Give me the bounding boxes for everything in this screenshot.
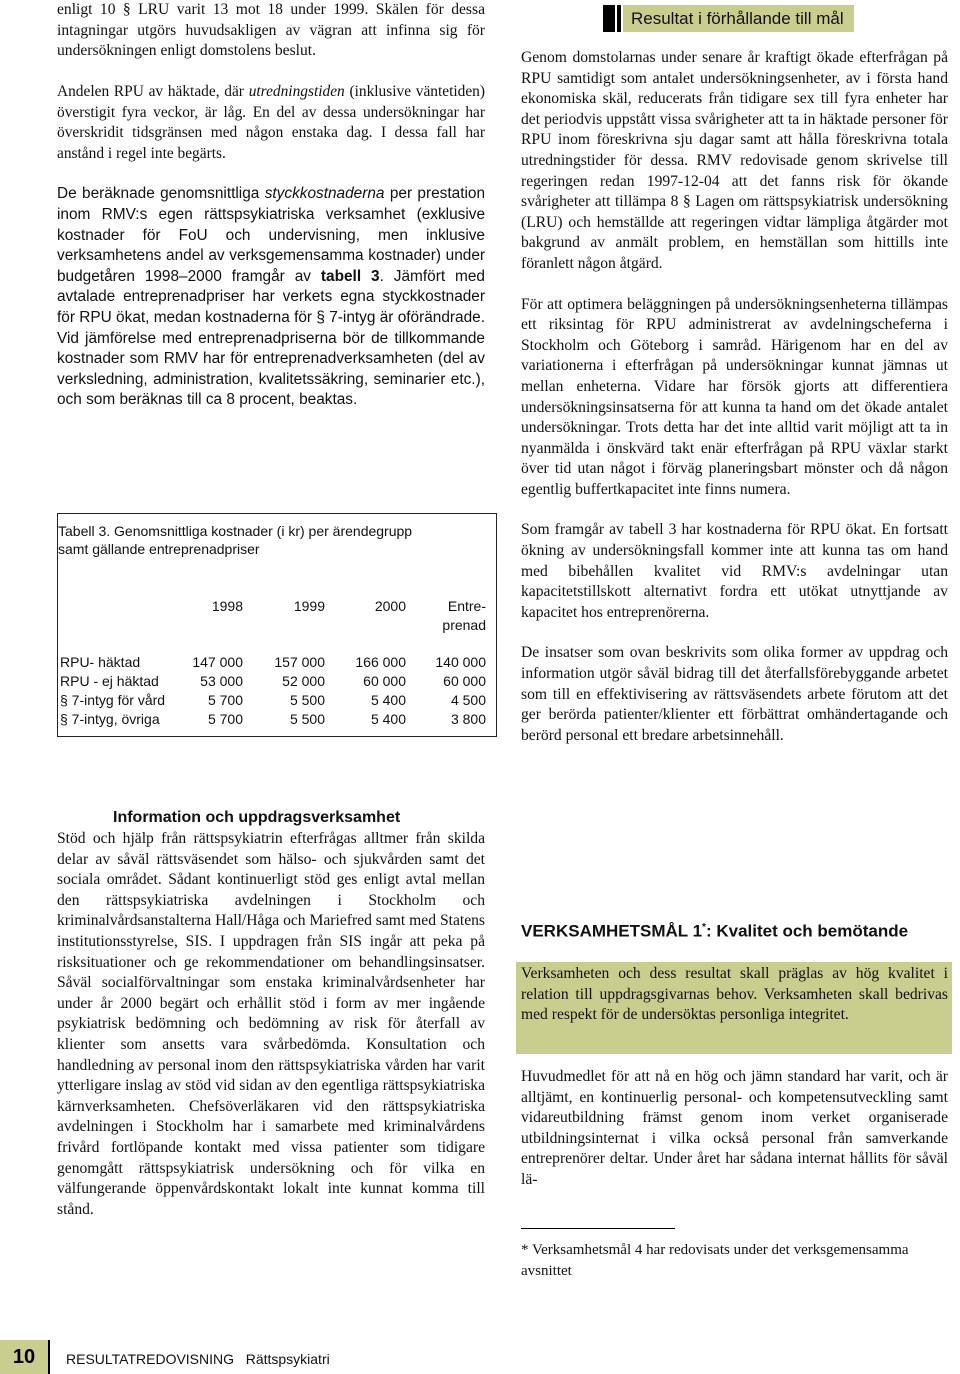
table-caption xyxy=(58,522,412,558)
table-cell: 5 700 xyxy=(207,711,243,727)
table-cell: 5 700 xyxy=(207,692,243,708)
goal-heading-rest: : Kvalitet och bemötande xyxy=(705,921,909,941)
table-caption-line2: samt gällande entreprenadpriser xyxy=(58,541,260,557)
col-header-1999: 1999 xyxy=(293,598,325,614)
p3-a: De beräknade genomsnittliga xyxy=(57,185,265,203)
tag-bar-thin xyxy=(617,5,621,32)
col-header-prenad: prenad xyxy=(442,617,486,633)
table-cell: 3 800 xyxy=(450,711,486,727)
table-cell: 140 000 xyxy=(435,654,486,670)
paragraph-lru-intakes: enligt 10 § LRU varit 13 mot 18 under 1999. Skälen för dessa intagningar utgörs huvudsakligen av vägran att infinna sig för undersökningen enligt domstolens beslut. xyxy=(57,1,485,60)
footnote xyxy=(521,1240,948,1281)
tag-bar-thick xyxy=(603,5,615,32)
table-cell: 157 000 xyxy=(274,654,325,670)
footer-title xyxy=(66,1351,330,1367)
paragraph-utredningstid xyxy=(57,82,485,164)
table-cell: 5 400 xyxy=(370,711,406,727)
table-cell: 60 000 xyxy=(363,673,406,689)
paragraph-domstolar: Genom domstolarnas under senare år kraftigt ökade efterfrågan på RPU samtidigt som antalet undersökningsenheter, av i första hand ekonomiska skäl, reducerats från tidigare sex till fyra enheter har det periodvis uppstått vissa svårigheter att ta in häktade personer för RPU inom föreskrivna sju dagar samt att hålla föreskrivna totala utredningstider för dessa. RMV redovisade genom skrivelse till regeringen redan 1997-12-04 att det fanns risk för ökande svårigheter att tillämpa 8 § Lagen om rättspsykiatrisk undersökning (LRU) och hemställde att regeringen vidtar lämpliga åtgärder mot bakgrund av anmält problem, en hemställan som hittills inte föranlett någon åtgärd. xyxy=(521,49,948,272)
p2-em: utredningstiden xyxy=(248,83,345,100)
table-cell: 5 500 xyxy=(289,711,325,727)
page-number-block xyxy=(0,1340,50,1374)
table-cell: 5 500 xyxy=(289,692,325,708)
paragraph-kostnader-okat: Som framgår av tabell 3 har kostnaderna för RPU ökat. En fortsatt ökning av undersökningsfall kommer inte att kunna tas om hand med bibehållen kvalitet vid RMV:s avdelningar utan kapacitetstillskott alternativt fordra ett utökat utnyttjande av kapacitet hos entreprenörerna. xyxy=(521,521,948,621)
paragraph-styckkostnader xyxy=(57,184,485,411)
goal-heading xyxy=(521,916,908,944)
table-cell: 53 000 xyxy=(200,673,243,689)
section-tag-label: Resultat i förhållande till mål xyxy=(623,5,854,32)
row-label: RPU- häktad xyxy=(60,654,141,670)
goal-box-text: Verksamheten och dess resultat skall präglas av hög kvalitet i relation till uppdragsgivarnas behov. Verksamheten skall bedrivas med respekt för de undersöktas personliga integritet. xyxy=(521,965,948,1024)
table-3-box xyxy=(57,513,497,737)
footnote-rule xyxy=(521,1228,675,1229)
info-body-column xyxy=(57,829,485,1220)
footnote-text: * Verksamhetsmål 4 har redovisats under det verksgemensamma avsnittet xyxy=(521,1242,909,1279)
section-tag xyxy=(603,5,854,32)
row-label: § 7-intyg, övriga xyxy=(60,711,160,727)
table-ref: tabell 3 xyxy=(320,267,380,285)
p2-b: (inklusive väntetiden) överstigit fyra veckor, är låg. En del av dessa undersökningar har överskridit tidsgränsen med någon enstaka dag. I dessa fall har anstånd i regel inte begärts. xyxy=(57,83,486,162)
table-cell: 5 400 xyxy=(370,692,406,708)
info-heading: Information och uppdragsverksamhet xyxy=(113,809,401,826)
paragraph-riksintag: För att optimera beläggningen på undersökningsenheterna tillämpas ett riksintag för RPU administrerat av avdelningscheferna i Stockholm och Göteborg i samråd. Härigenom har en del av variationerna i efterfrågan på undersökningar kunnat jämnas ut mellan enheterna. Vidare har försök gjorts att differentiera undersökningsinsatserna för att kunna ta hand om det ökade antalet undersökningar. Trots detta har det inte alltid varit möjligt att ta in nyanmälda i önskvärd takt enär efterfrågan på RPU växlar starkt över tid utan något i förväg planeringsbart mönster och då någon egentlig buffertkapacitet inte finns numera. xyxy=(521,295,948,498)
left-column-sans xyxy=(57,82,485,411)
goal-body-column xyxy=(521,1067,948,1191)
goal-body: Huvudmedlet för att nå en hög och jämn standard har varit, och är alltjämt, en kontinuerlig personal- och kompetensutveckling samt vidareutbildning främst genom inom verket organiserade utbildningsinternat i vilka också personal från samverkande entreprenörer deltar. Under året har sådana internat hållits för såväl lä- xyxy=(521,1068,948,1188)
footer-subtitle: Rättspsykiatri xyxy=(245,1351,330,1367)
table-cell: 60 000 xyxy=(443,673,486,689)
goal-box xyxy=(516,962,952,1054)
col-header-entre: Entre- xyxy=(447,598,486,614)
row-label: RPU - ej häktad xyxy=(60,673,159,689)
goal-box-text-wrap xyxy=(521,964,948,1026)
page-number: 10 xyxy=(0,1340,48,1374)
right-column xyxy=(521,48,948,746)
p3-c: . Jämfört med avtalade entreprenadpriser har verkets egna styckkostnader för RPU ökat, medan kostnaderna för § 7-intyg är oförändrade. Vid jämförelse med entreprenadpriserna bör de tillkommande kostnader som RMV har för entreprenadverksamheten (del av verksledning, administration, kvalitetssäkring, seminarier etc.), och som beräknas till ca 8 procent, beaktas. xyxy=(57,267,485,409)
goal-heading-main: VERKSAMHETSMÅL 1 xyxy=(521,921,703,941)
goal-heading-star: * xyxy=(702,922,706,933)
info-body: Stöd och hjälp från rättspsykiatrin efterfrågas alltmer från skilda delar av såväl rättsväsendet som hälso- och sjukvården samt det sociala området. Sådant kontinuerligt stöd ges enligt avtal mellan den rättspsykiatriska avdelningen i Stockholm och kriminalvårdsanstalterna Hall/Håga och Mariefred samt med Statens institutionsstyrelse, SIS. I uppdragen från SIS ingår att peka på risksituationer och ge rekommendationer om behandlingsinsatser. Såväl socialförvaltningar som enstaka kriminalvårdsenheter har under år 2000 begärt och erhållit stöd i form av mer ingående psykiatrisk bedömning och bedömning av risk för återfall av klienter som ansetts vara svårbedömda. Konsultation och handledning av personal inom den rättspsykiatriska vården har varit ytterligare inslag av stöd vid sidan av den egentliga rättspsykiatriska kärnverksamheten. Chefsöverläkaren vid den rättspsykiatriska avdelningen i Stockholm har i samarbete med kriminalvårdens frivård fortlöpande kontakt med vissa patienter som tidigare genomgått rättspsykiatrisk undersökning och för vilka en välfungerande öppenvårdskontakt lokalt inte kunnat komma till stånd. xyxy=(57,830,485,1218)
left-column xyxy=(57,0,485,62)
p3-b: per prestation inom RMV:s egen rättspsykiatriska verksamhet (exklusive kostnader för FoU och undervisning, men inklusive verksamhetens andel av verksgemensamma kostnader) under budgetåren 1998–2000 framgår av xyxy=(57,185,486,285)
p2-a: Andelen RPU av häktade, där xyxy=(57,83,249,100)
table-cell: 166 000 xyxy=(355,654,406,670)
row-label: § 7-intyg för vård xyxy=(60,692,166,708)
table-cell: 4 500 xyxy=(450,692,486,708)
table-cell: 147 000 xyxy=(192,654,243,670)
paragraph-insatser: De insatser som ovan beskrivits som olika former av uppdrag och information utgör såväl bidrag till det återfallsförebyggande arbetet som till en effektivisering av rättsväsendets arbete förutom att det ger berörda patienter/klienter ett förbättrat omhändertagande och berörd personal ett bredare arbetsinnehåll. xyxy=(521,644,948,744)
table-caption-line1: Tabell 3. Genomsnittliga kostnader (i kr) per ärendegrupp xyxy=(58,523,413,539)
footer-title-main: RESULTATREDOVISNING xyxy=(66,1351,235,1367)
table-cell: 52 000 xyxy=(282,673,325,689)
col-header-1998: 1998 xyxy=(211,598,243,614)
p3-em: styckkostnaderna xyxy=(264,185,385,203)
col-header-2000: 2000 xyxy=(374,598,406,614)
